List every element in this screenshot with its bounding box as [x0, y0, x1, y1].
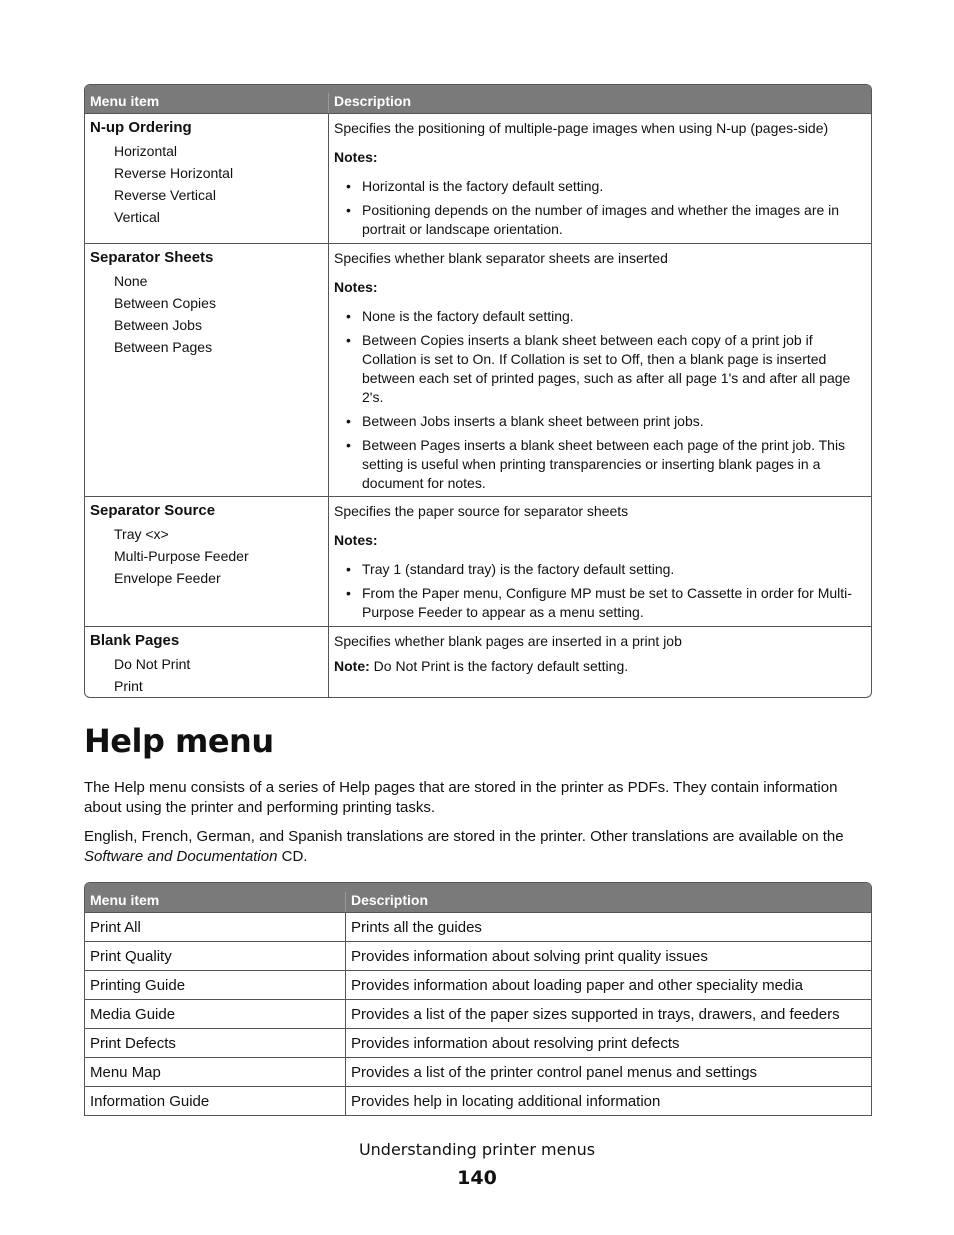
page-number: 140 — [457, 1167, 497, 1189]
menu-option: Between Pages — [114, 339, 213, 355]
menu-item-cell: Printing Guide — [90, 976, 186, 994]
description-cell — [328, 114, 871, 243]
menu-option: Print — [114, 678, 143, 694]
notes-list — [334, 560, 866, 622]
table-row — [85, 999, 871, 1028]
menu-option: Between Copies — [114, 295, 216, 311]
help-menu-table — [84, 882, 872, 1116]
menu-item-cell — [85, 497, 328, 626]
note-item: • Between Jobs inserts a blank sheet between print jobs. — [362, 412, 866, 431]
menu-item-cell — [85, 114, 328, 243]
notes-list — [334, 177, 866, 239]
description-text: Specifies the paper source for separator sheets — [334, 503, 629, 519]
header-description: Description — [328, 93, 871, 113]
notes-label: Notes: — [334, 279, 378, 295]
description-cell: Provides information about loading paper and other speciality media — [345, 971, 871, 999]
note-item: • None is the factory default setting. — [362, 307, 866, 326]
menu-option: Envelope Feeder — [114, 570, 221, 586]
description-cell — [328, 627, 871, 697]
description-cell: Provides a list of the printer control panel menus and settings — [345, 1058, 871, 1086]
table-row — [85, 970, 871, 999]
table-row — [85, 243, 871, 496]
notes-label: Notes: — [334, 532, 378, 548]
note-item: • Between Copies inserts a blank sheet between each copy of a print job if Collation is set to On. If Collation is set to Off, then a blank page is inserted between each set of printed pages, such as after all page 1's and after all page 2's. — [362, 331, 866, 407]
menu-option: None — [114, 273, 148, 289]
note-item: • Between Pages inserts a blank sheet between each page of the print job. This setting is useful when printing transparencies or inserting blank pages in a document for notes. — [362, 436, 866, 493]
table-row — [85, 1028, 871, 1057]
menu-option: Vertical — [114, 209, 160, 225]
para-text: English, French, German, and Spanish translations are stored in the printer. Other translations are available on the — [84, 828, 844, 845]
table-row — [85, 1086, 871, 1115]
para-italic: Software and Documentation — [84, 848, 278, 865]
table-row — [85, 941, 871, 970]
menu-item-cell: Print Defects — [90, 1034, 176, 1052]
description-text: Specifies whether blank separator sheets are inserted — [334, 250, 668, 266]
menu-item-cell: Media Guide — [90, 1005, 176, 1023]
menu-item-title: N-up Ordering — [90, 119, 192, 136]
header-menu-item: Menu item — [90, 93, 160, 109]
notes-list — [334, 307, 866, 493]
table-row — [85, 626, 871, 697]
menu-option: Between Jobs — [114, 317, 202, 333]
table-header — [85, 883, 871, 912]
menu-item-title: Blank Pages — [90, 632, 180, 649]
menu-item-title: Separator Source — [90, 502, 216, 519]
note-label: Note: — [334, 658, 370, 674]
menu-item-cell: Information Guide — [90, 1092, 210, 1110]
notes-label: Notes: — [334, 149, 378, 165]
table-row — [85, 912, 871, 941]
note-item: • Horizontal is the factory default setting. — [362, 177, 866, 196]
menu-option: Tray <x> — [114, 526, 169, 542]
note-line — [334, 657, 866, 676]
description-text: Specifies the positioning of multiple-page images when using N-up (pages-side) — [334, 120, 829, 136]
menu-item-cell: Print All — [90, 918, 141, 936]
header-menu-item: Menu item — [90, 892, 160, 908]
menu-item-cell: Print Quality — [90, 947, 172, 965]
menu-settings-table — [84, 84, 872, 698]
section-heading: Help menu — [84, 722, 274, 760]
table-row — [85, 1057, 871, 1086]
help-intro-paragraph: The Help menu consists of a series of Help pages that are stored in the printer as PDFs. They contain information about using the printer and performing printing tasks. — [84, 779, 838, 816]
description-cell: Provides information about resolving print defects — [345, 1029, 871, 1057]
description-cell: Provides information about solving print quality issues — [345, 942, 871, 970]
menu-option: Reverse Horizontal — [114, 165, 234, 181]
description-cell: Prints all the guides — [345, 913, 871, 941]
note-text: Do Not Print is the factory default setting. — [369, 658, 629, 674]
description-cell: Provides a list of the paper sizes supported in trays, drawers, and feeders — [345, 1000, 871, 1028]
para-text: CD. — [277, 848, 308, 865]
description-cell: Provides help in locating additional information — [345, 1087, 871, 1115]
menu-option: Reverse Vertical — [114, 187, 216, 203]
table-header — [85, 85, 871, 113]
description-cell — [328, 244, 871, 496]
menu-option: Multi-Purpose Feeder — [114, 548, 249, 564]
menu-item-cell — [85, 627, 328, 697]
table-row — [85, 113, 871, 243]
translations-paragraph — [84, 827, 874, 867]
menu-item-cell: Menu Map — [90, 1063, 161, 1081]
description-text: Specifies whether blank pages are inserted in a print job — [334, 633, 682, 649]
header-description: Description — [345, 892, 871, 912]
menu-item-title: Separator Sheets — [90, 249, 214, 266]
note-item: • From the Paper menu, Configure MP must be set to Cassette in order for Multi-Purpose Feeder to appear as a menu setting. — [362, 584, 866, 622]
table-row — [85, 496, 871, 626]
menu-item-cell — [85, 244, 328, 496]
footer-section-title: Understanding printer menus — [358, 1140, 596, 1159]
note-item: • Positioning depends on the number of images and whether the images are in portrait or landscape orientation. — [362, 201, 866, 239]
description-cell — [328, 497, 871, 626]
menu-option: Horizontal — [114, 143, 178, 159]
note-item: • Tray 1 (standard tray) is the factory default setting. — [362, 560, 866, 579]
menu-option: Do Not Print — [114, 656, 191, 672]
